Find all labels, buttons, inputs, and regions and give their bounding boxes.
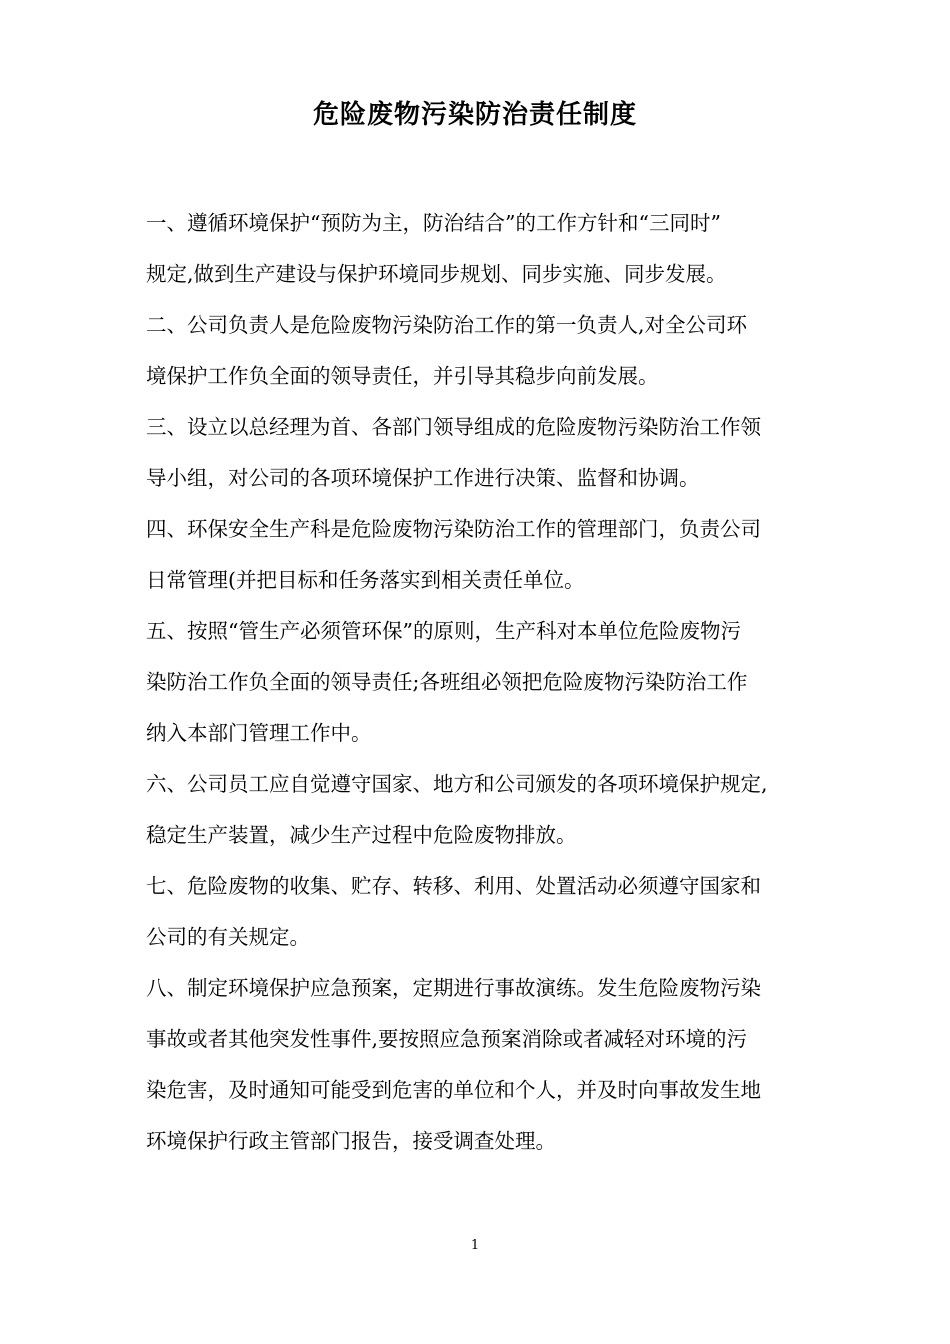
body-line: 公司的有关规定。 xyxy=(146,925,310,949)
body-line: 事故或者其他突发性事件,要按照应急预案消除或者减轻对环境的污 xyxy=(146,1027,748,1051)
body-line: 染危害，及时通知可能受到危害的单位和个人，并及时向事故发生地 xyxy=(146,1078,761,1102)
body-line: 五、按照“管生产必须管环保”的原则，生产科对本单位危险废物污 xyxy=(146,619,741,643)
body-line: 规定,做到生产建设与保护环境同步规划、同步实施、同步发展。 xyxy=(146,262,727,286)
document-body xyxy=(146,198,818,1167)
body-line: 四、环保安全生产科是危险废物污染防治工作的管理部门，负责公司 xyxy=(146,517,761,541)
body-line: 八、制定环境保护应急预案，定期进行事故演练。发生危险废物污染 xyxy=(146,976,761,1000)
body-line: 稳定生产装置，减少生产过程中危险废物排放。 xyxy=(146,823,577,847)
body-line: 三、设立以总经理为首、各部门领导组成的危险废物污染防治工作领 xyxy=(146,415,761,439)
body-line: 染防治工作负全面的领导责任;各班组必领把危险废物污染防治工作 xyxy=(146,670,748,694)
page-number: 1 xyxy=(470,1238,480,1253)
body-line: 七、危险废物的收集、贮存、转移、利用、处置活动必须遵守国家和 xyxy=(146,874,761,898)
body-line: 纳入本部门管理工作中。 xyxy=(146,721,372,745)
document-title: 危险废物污染防治责任制度 xyxy=(312,100,637,130)
body-line: 六、公司员工应自觉遵守国家、地方和公司颁发的各项环境保护规定, xyxy=(146,772,768,796)
body-line: 环境保护行政主管部门报告，接受调查处理。 xyxy=(146,1129,556,1153)
body-line: 二、公司负责人是危险废物污染防治工作的第一负责人,对全公司环 xyxy=(146,313,748,337)
body-line: 境保护工作负全面的领导责任，并引导其稳步向前发展。 xyxy=(146,364,659,388)
body-line: 日常管理(并把目标和任务落实到相关责任单位。 xyxy=(146,568,585,592)
body-line: 一、遵循环境保护“预防为主，防治结合”的工作方针和“三同时” xyxy=(146,211,721,235)
body-line: 导小组，对公司的各项环境保护工作进行决策、监督和协调。 xyxy=(146,466,700,490)
